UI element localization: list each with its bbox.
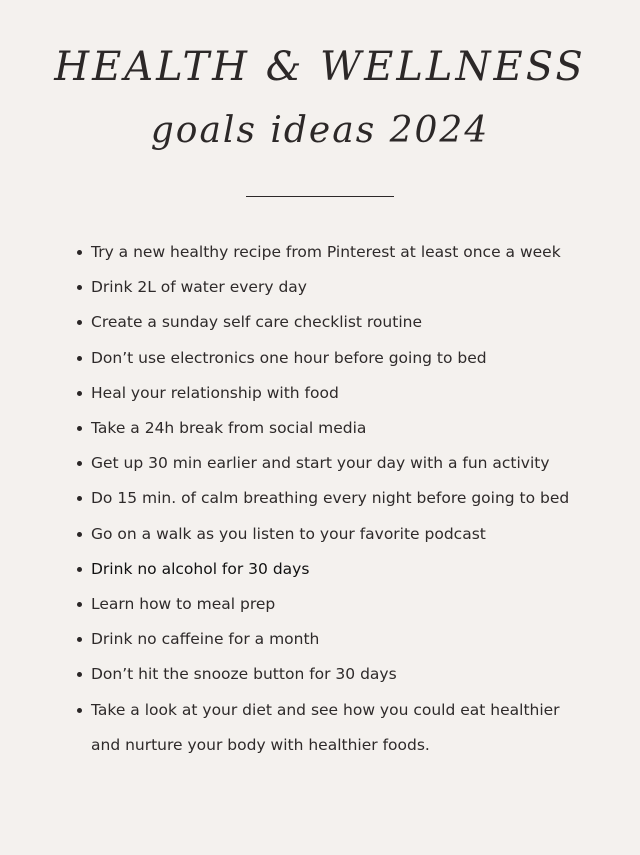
goal-item-1 (74, 235, 614, 270)
goal-text: Learn how to meal prep (91, 595, 276, 614)
goal-item-8 (74, 481, 614, 516)
bullet-icon (77, 356, 82, 361)
goal-item-7 (74, 446, 614, 481)
bullet-icon (77, 285, 82, 290)
goal-text: Try a new healthy recipe from Pinterest at least once a week (91, 243, 561, 261)
bullet-icon (77, 532, 82, 537)
bullet-icon (77, 567, 82, 572)
goal-text: Drink no alcohol for 30 days (91, 559, 310, 578)
goal-text: Heal your relationship with food (91, 383, 339, 402)
goal-text: Get up 30 min earlier and start your day with a fun activity (91, 454, 550, 473)
goal-text: Go on a walk as you listen to your favorite podcast (91, 524, 486, 543)
goal-item-14 (74, 693, 614, 763)
goal-item-4 (74, 341, 614, 376)
goal-item-10 (74, 552, 614, 587)
goals-list (74, 235, 614, 763)
page-subtitle: goals ideas 2024 (150, 110, 490, 151)
goal-text: Drink 2L of water every day (91, 278, 307, 297)
bullet-icon (77, 637, 82, 642)
bullet-icon (77, 320, 82, 325)
bullet-icon (77, 250, 82, 255)
page-title: HEALTH & WELLNESS (54, 44, 586, 90)
goal-item-12 (74, 622, 614, 657)
bullet-icon (77, 602, 82, 607)
goal-item-3 (74, 305, 614, 340)
goal-text-continued: and nurture your body with healthier foods. (91, 735, 430, 754)
goal-item-11 (74, 587, 614, 622)
goal-item-9 (74, 517, 614, 552)
goal-item-13 (74, 657, 614, 692)
goal-text: Create a sunday self care checklist routine (91, 313, 422, 332)
goal-text: Don’t use electronics one hour before going to bed (91, 348, 487, 367)
bullet-icon (77, 426, 82, 431)
goal-item-6 (74, 411, 614, 446)
bullet-icon (77, 496, 82, 501)
bullet-icon (77, 461, 82, 466)
goal-item-2 (74, 270, 614, 305)
goal-text: Take a look at your diet and see how you could eat healthier (91, 700, 560, 719)
bullet-icon (77, 391, 82, 396)
goal-text: Do 15 min. of calm breathing every night before going to bed (91, 489, 570, 508)
goal-text: Don’t hit the snooze button for 30 days (91, 665, 397, 684)
bullet-icon (77, 672, 82, 677)
goal-item-5 (74, 376, 614, 411)
title-divider (246, 196, 394, 197)
goal-text: Take a 24h break from social media (91, 419, 367, 438)
bullet-icon (77, 708, 82, 713)
goal-text: Drink no caffeine for a month (91, 630, 320, 649)
